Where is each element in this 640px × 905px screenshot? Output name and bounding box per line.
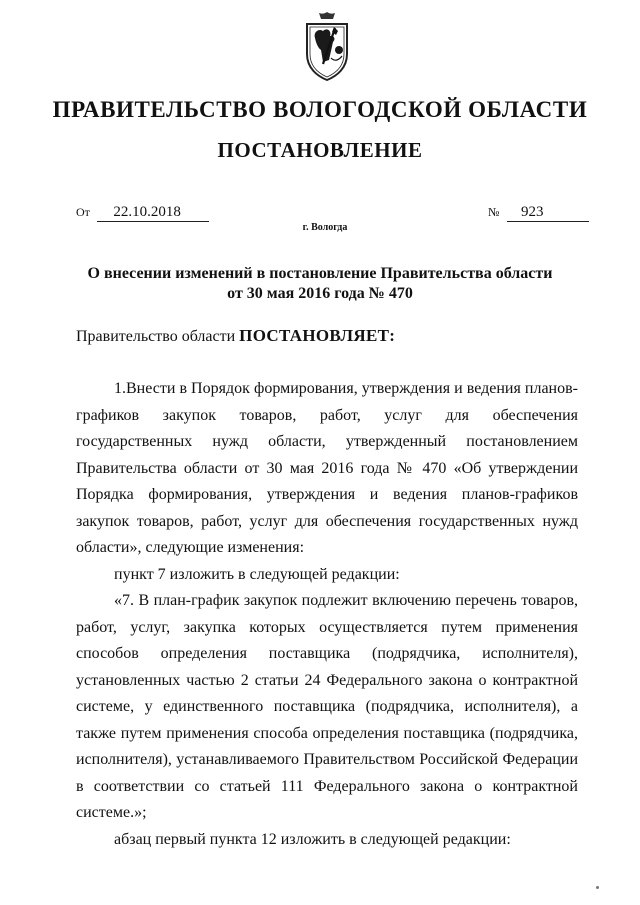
preamble-lead: Правительство области: [76, 328, 236, 345]
document-type-title: ПОСТАНОВЛЕНИЕ: [217, 138, 423, 162]
date-label: От: [76, 205, 90, 219]
number-value: 923: [507, 204, 589, 222]
paragraph-point-12-intro: абзац первый пункта 12 изложить в следующей редакции:: [114, 830, 511, 848]
subject-line-1: О внесении изменений в постановление Правительства области: [87, 265, 553, 282]
city-name: г. Вологда: [302, 222, 348, 233]
subject-line-2: от 30 мая 2016 года № 470: [227, 285, 413, 302]
preamble: [76, 326, 395, 346]
document-body: [76, 376, 578, 853]
date-value: 22.10.2018: [97, 204, 209, 222]
number-label: №: [488, 205, 500, 219]
paragraph-point-7-intro: пункт 7 изложить в следующей редакции:: [114, 565, 400, 583]
date-line: [76, 204, 209, 222]
number-line: [488, 204, 589, 222]
government-title: ПРАВИТЕЛЬСТВО ВОЛОГОДСКОЙ ОБЛАСТИ: [52, 97, 588, 122]
scan-dot: [596, 886, 599, 889]
document-subject: [60, 264, 580, 304]
vologda-coat-of-arms-icon: [301, 10, 353, 82]
paragraph-item-1: 1.Внести в Порядок формирования, утверждения и ведения планов-графиков закупок товаров, работ, услуг для обеспечения государственных нужд области, утвержденный постановлением Правительства области от 30 мая 2016 года № 470 «Об утверждении Порядка формирования, утверждения и ведения планов-графиков закупок товаров, работ, услуг для обеспечения государственных нужд области», следующие изменения:: [76, 380, 578, 556]
paragraph-point-7-text: «7. В план-график закупок подлежит включению перечень товаров, работ, услуг, закупка которых осуществляется путем применения способов определения поставщика (подрядчика, исполнителя), установленных частью 2 статьи 24 Федерального закона о контрактной системе, у единственного поставщика (подрядчика, исполнителя), а также путем применения способа определения поставщика (подрядчика, исполнителя), устанавливаемого Правительством Российской Федерации в соответствии со статьей 111 Федерального закона о контрактной системе.»;: [76, 592, 578, 821]
preamble-decree: ПОСТАНОВЛЯЕТ:: [239, 326, 396, 345]
